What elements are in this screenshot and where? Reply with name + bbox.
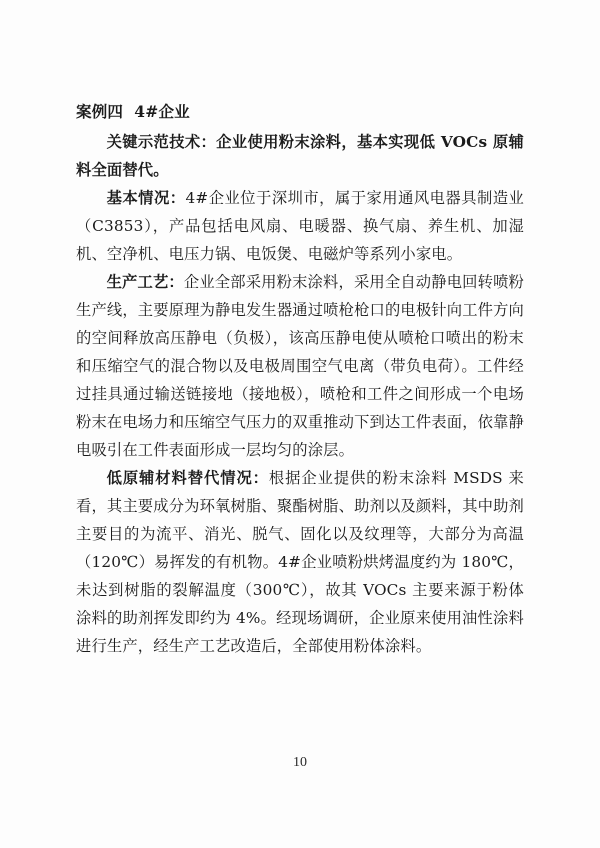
paragraph-production-process bbox=[76, 268, 524, 464]
paragraph-body-basic-situation: 4#企业位于深圳市，属于家用通风电器具制造业（C3853），产品包括电风扇、电暖器、换气扇、养生机、加湿机、空净机、电压力锅、电饭煲、电磁炉等系列小家电。 bbox=[76, 189, 524, 263]
paragraph-low-voc-material-substitution bbox=[76, 464, 524, 660]
paragraph-label-production-process: 生产工艺： bbox=[106, 273, 184, 291]
paragraph-body-low-voc-material-substitution: 根据企业提供的粉末涂料 MSDS 来看，其主要成分为环氧树脂、聚酯树脂、助剂以及颜料，其中助剂主要目的为流平、消光、脱气、固化以及纹理等，大部分为高温（120℃）易挥发的有机物。4#企业喷粉烘烤温度约为 180℃，未达到树脂的裂解温度（300℃），故其 VOCs 主要来源于粉体涂料的助剂挥发即约为 4%。经现场调研，企业原来使用油性涂料进行生产，经生产工艺改造后，全部使用粉体涂料。 bbox=[76, 469, 524, 655]
paragraph-label-basic-situation: 基本情况： bbox=[106, 189, 186, 207]
page-number: 10 bbox=[293, 755, 307, 770]
paragraph-key-demonstration-technology: 关键示范技术：企业使用粉末涂料，基本实现低 VOCs 原辅料全面替代。 bbox=[76, 133, 524, 179]
page-content bbox=[76, 98, 524, 660]
paragraph-basic-situation bbox=[76, 184, 524, 268]
paragraph-body-production-process: 企业全部采用粉末涂料，采用全自动静电回转喷粉生产线，主要原理为静电发生器通过喷枪枪口的电极针向工件方向的空间释放高压静电（负极），该高压静电使从喷枪口喷出的粉末和压缩空气的混合物以及电极周围空气电离（带负电荷）。工件经过挂具通过输送链接地（接地极），喷枪和工件之间形成一个电场粉末在电场力和压缩空气压力的双重推动下到达工件表面，依靠静电吸引在工件表面形成一层均匀的涂层。 bbox=[76, 273, 524, 459]
paragraph-label-low-voc-material-substitution: 低原辅材料替代情况： bbox=[106, 469, 269, 487]
page-title: 案例四 4#企业 bbox=[76, 102, 190, 121]
